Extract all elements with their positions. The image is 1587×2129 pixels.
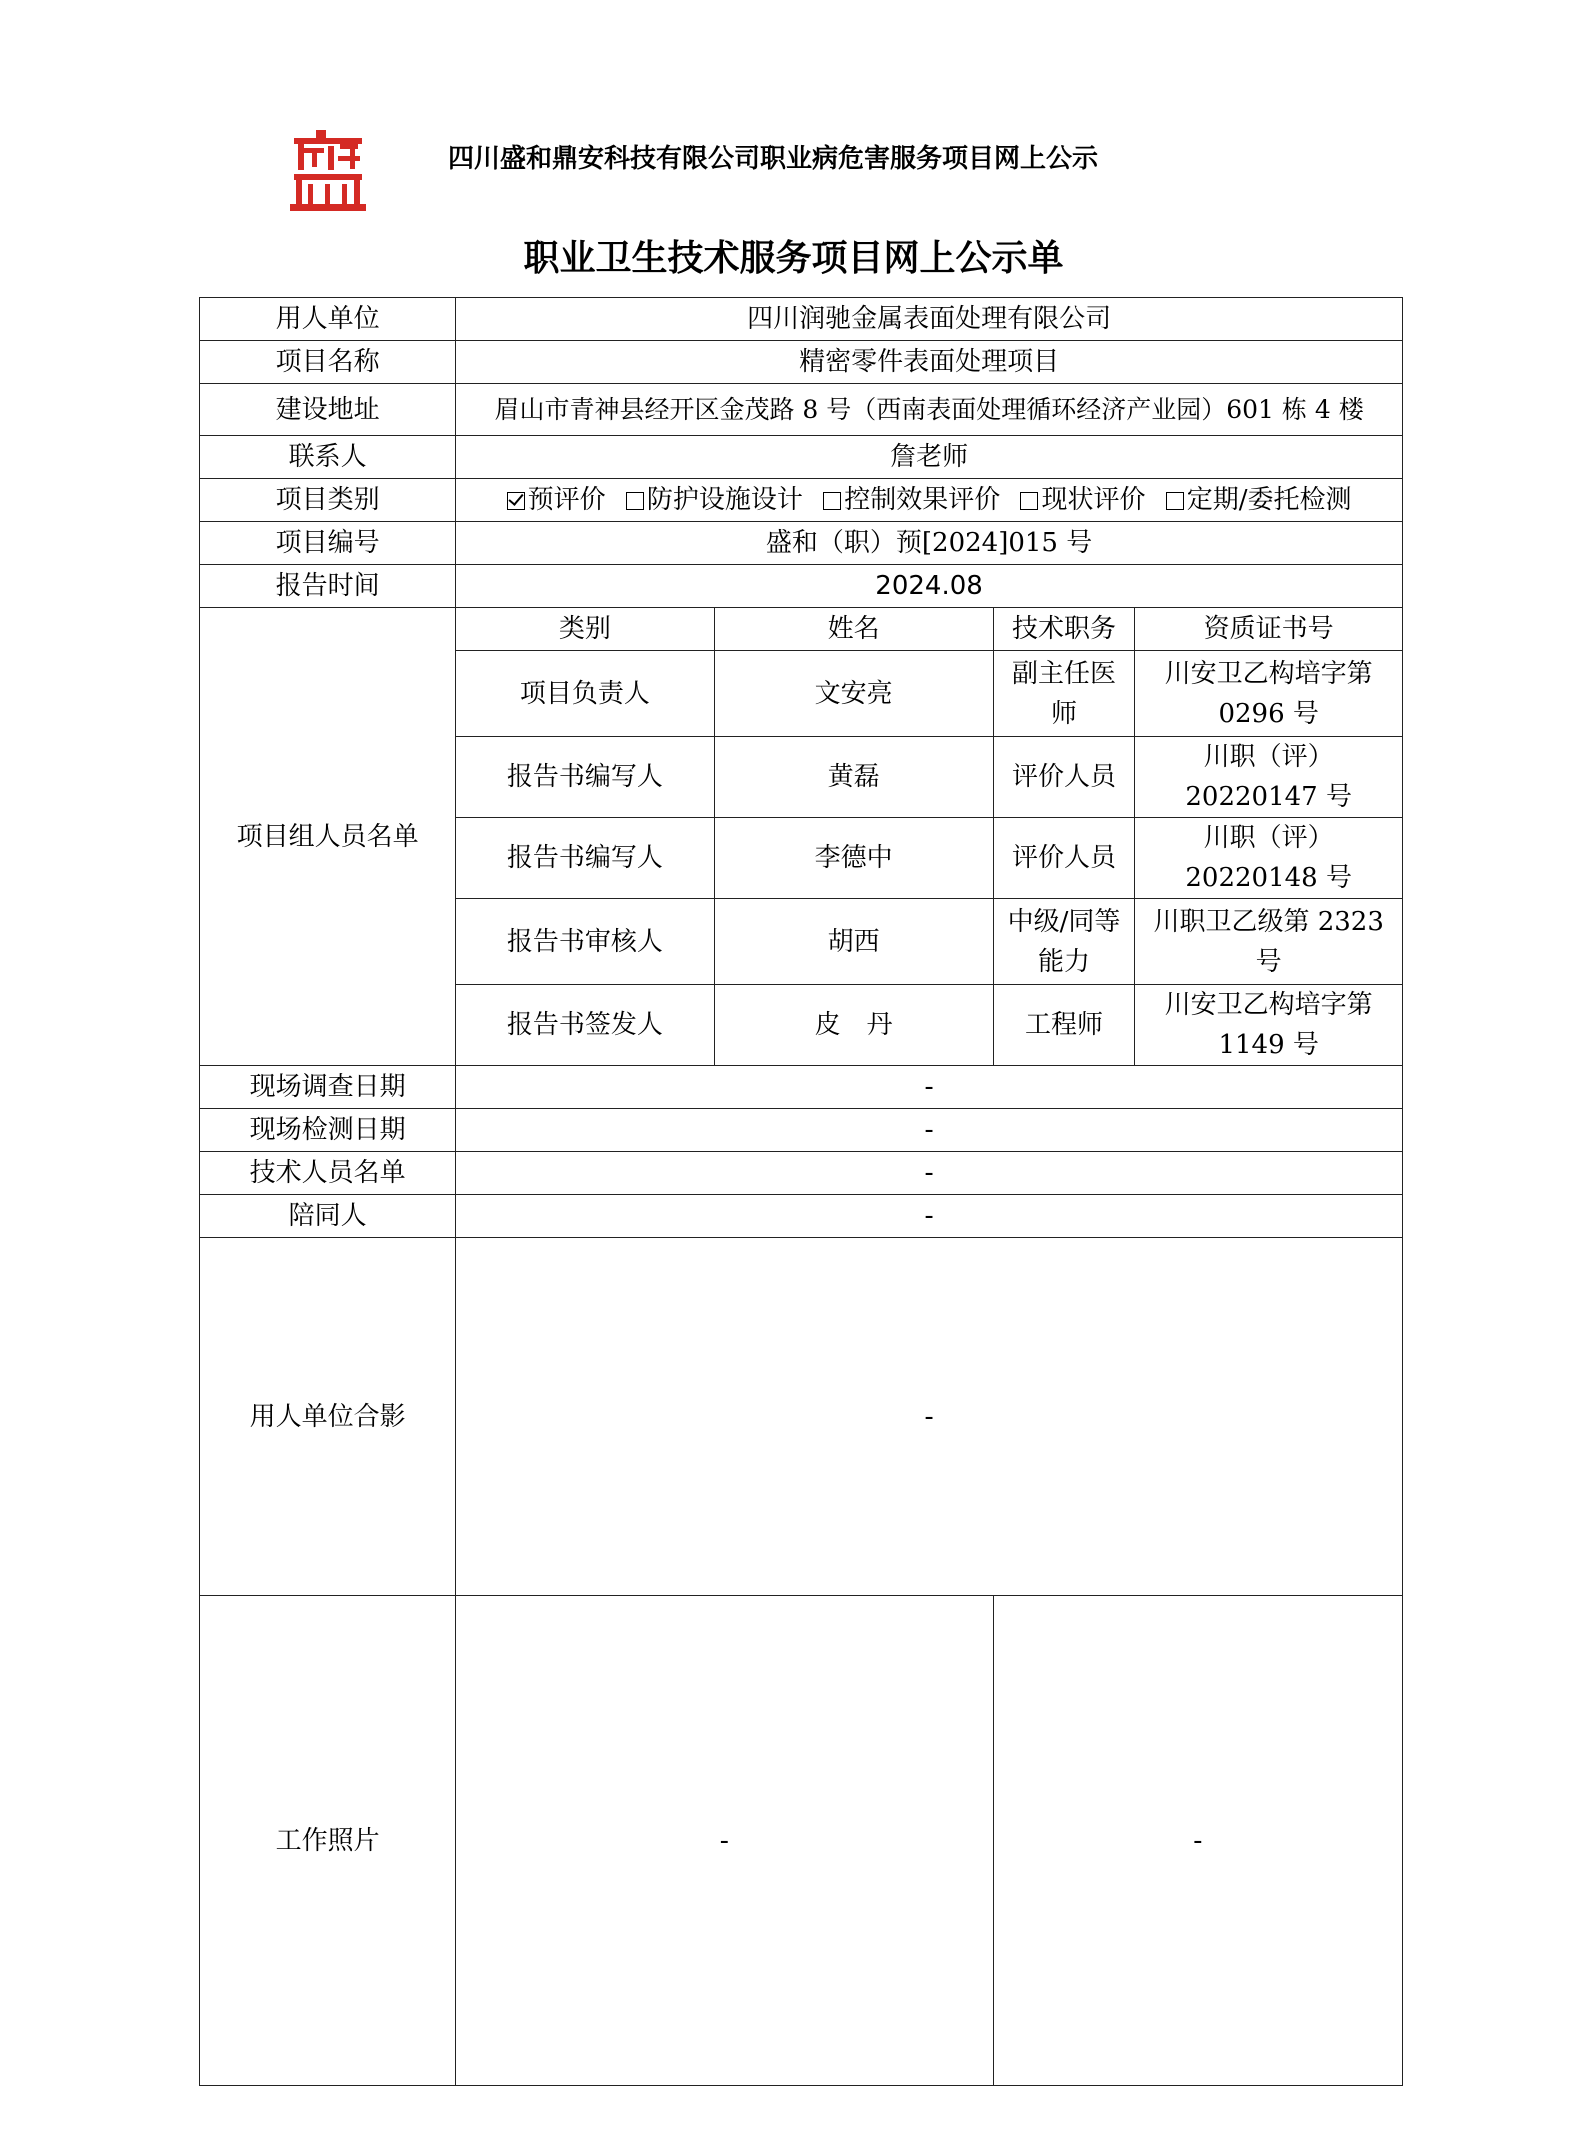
team-name: 李德中	[714, 818, 993, 899]
team-label: 项目组人员名单	[200, 608, 456, 1066]
team-cert: 川职（评）20220148 号	[1135, 818, 1403, 899]
row-report-time	[200, 565, 1403, 608]
row-address	[200, 384, 1403, 436]
work-photo-left-placeholder: -	[456, 1596, 993, 2086]
contact-label: 联系人	[200, 436, 456, 479]
row-tech-staff	[200, 1152, 1403, 1195]
team-title: 评价人员	[993, 818, 1135, 899]
tech-staff-label: 技术人员名单	[200, 1152, 456, 1195]
team-name: 文安亮	[714, 651, 993, 737]
checkbox-icon[interactable]	[626, 492, 644, 510]
address-value: 眉山市青神县经开区金茂路 8 号（西南表面处理循环经济产业园）601 栋 4 楼	[456, 384, 1403, 436]
team-cert: 川安卫乙构培字第 0296 号	[1135, 651, 1403, 737]
project-no-label: 项目编号	[200, 522, 456, 565]
address-label: 建设地址	[200, 384, 456, 436]
report-time-label: 报告时间	[200, 565, 456, 608]
team-header-title: 技术职务	[993, 608, 1135, 651]
row-survey-date	[200, 1066, 1403, 1109]
category-option-control-effect[interactable]: 控制效果评价	[823, 485, 1000, 515]
team-name: 胡西	[714, 899, 993, 985]
checkbox-icon[interactable]	[823, 492, 841, 510]
project-name-label: 项目名称	[200, 341, 456, 384]
team-role: 报告书编写人	[456, 737, 714, 818]
checkbox-icon[interactable]	[1166, 492, 1184, 510]
row-group-photo	[200, 1238, 1403, 1596]
survey-date-label: 现场调查日期	[200, 1066, 456, 1109]
team-header-role: 类别	[456, 608, 714, 651]
row-test-date	[200, 1109, 1403, 1152]
team-title: 评价人员	[993, 737, 1135, 818]
work-photo-right-placeholder: -	[993, 1596, 1402, 2086]
team-role: 报告书签发人	[456, 985, 714, 1066]
row-project-name	[200, 341, 1403, 384]
escort-value: -	[456, 1195, 1403, 1238]
project-no-value: 盛和（职）预[2024]015 号	[456, 522, 1403, 565]
employer-value: 四川润驰金属表面处理有限公司	[456, 298, 1403, 341]
contact-value: 詹老师	[456, 436, 1403, 479]
report-time-value: 2024.08	[456, 565, 1403, 608]
team-header-row	[200, 608, 1403, 651]
group-photo-label: 用人单位合影	[200, 1238, 456, 1596]
document-title: 职业卫生技术服务项目网上公示单	[523, 238, 1064, 279]
team-cert: 川安卫乙构培字第 1149 号	[1135, 985, 1403, 1066]
row-contact	[200, 436, 1403, 479]
category-option-pre-evaluation[interactable]: 预评价	[507, 485, 606, 515]
test-date-label: 现场检测日期	[200, 1109, 456, 1152]
team-header-cert: 资质证书号	[1135, 608, 1403, 651]
team-role: 报告书审核人	[456, 899, 714, 985]
checkbox-icon[interactable]	[1020, 492, 1038, 510]
team-title: 副主任医师	[993, 651, 1135, 737]
page-header	[288, 130, 1388, 220]
survey-date-value: -	[456, 1066, 1403, 1109]
team-cert: 川职卫乙级第 2323 号	[1135, 899, 1403, 985]
team-name: 黄磊	[714, 737, 993, 818]
checkbox-checked-icon[interactable]	[507, 492, 525, 510]
team-title: 工程师	[993, 985, 1135, 1066]
category-option-protection-design[interactable]: 防护设施设计	[626, 485, 803, 515]
company-logo-icon	[288, 130, 368, 212]
team-title: 中级/同等能力	[993, 899, 1135, 985]
test-date-value: -	[456, 1109, 1403, 1152]
category-options	[456, 479, 1403, 522]
project-name-value: 精密零件表面处理项目	[456, 341, 1403, 384]
group-photo-placeholder: -	[456, 1238, 1403, 1596]
work-photo-label: 工作照片	[200, 1596, 456, 2086]
organization-title: 四川盛和鼎安科技有限公司职业病危害服务项目网上公示	[448, 144, 1099, 174]
team-cert: 川职（评）20220147 号	[1135, 737, 1403, 818]
row-category	[200, 479, 1403, 522]
category-label: 项目类别	[200, 479, 456, 522]
team-header-name: 姓名	[714, 608, 993, 651]
category-option-periodic-testing[interactable]: 定期/委托检测	[1166, 485, 1352, 515]
row-employer	[200, 298, 1403, 341]
row-work-photo	[200, 1596, 1403, 2086]
team-role: 项目负责人	[456, 651, 714, 737]
team-role: 报告书编写人	[456, 818, 714, 899]
employer-label: 用人单位	[200, 298, 456, 341]
row-project-no	[200, 522, 1403, 565]
row-escort	[200, 1195, 1403, 1238]
escort-label: 陪同人	[200, 1195, 456, 1238]
disclosure-form-table	[199, 297, 1403, 2086]
team-name: 皮 丹	[714, 985, 993, 1066]
tech-staff-value: -	[456, 1152, 1403, 1195]
category-option-status-evaluation[interactable]: 现状评价	[1020, 485, 1145, 515]
